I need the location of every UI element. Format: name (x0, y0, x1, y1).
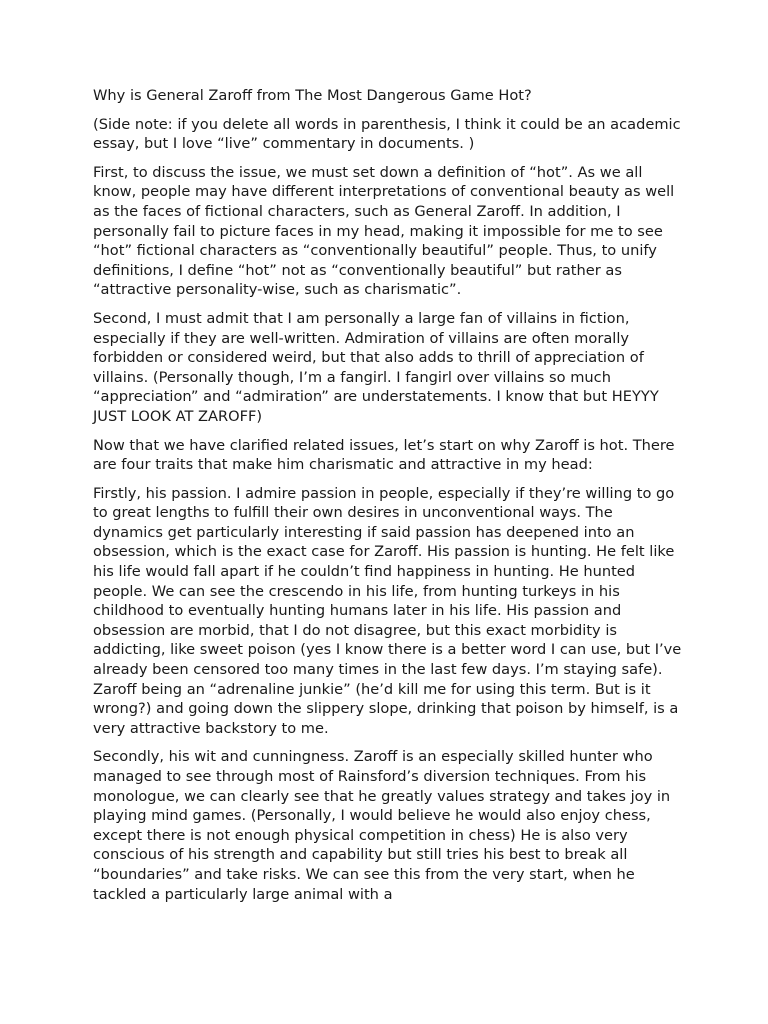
paragraph-villains: Second, I must admit that I am personally a large fan of villains in fiction, especially if they are well-written. Admiration of villains are often morally forbidden or considered weird, but that also adds to thrill of appreciation of villains. (Personally though, I’m a fangirl. I fangirl over villains so much “appreciation” and “admiration” are understatements. I know that but HEYYY JUST LOOK AT ZAROFF) (93, 309, 659, 425)
paragraph-definition: First, to discuss the issue, we must set down a definition of “hot”. As we all know, people may have different interpretations of conventional beauty as well as the faces of fictional characters, such as General Zaroff. In addition, I personally fail to picture faces in my head, making it impossible for me to see “hot” fictional characters as “conventionally beautiful” people. Thus, to unify definitions, I define “hot” not as “conventionally beautiful” but rather as “attractive personality-wise, such as charismatic”. (93, 163, 675, 299)
paragraph-passion: Firstly, his passion. I admire passion in people, especially if they’re willing to go to great lengths to fulfill their own desires in unconventional ways. The dynamics get particularly interesting if said passion has deepened into an obsession, which is the exact case for Zaroff. His passion is hunting. He felt like his life would fall apart if he couldn’t find happiness in hunting. He hunted people. We can see the crescendo in his life, from hunting turkeys in his childhood to eventually hunting humans later in his life. His passion and obsession are morbid, that I do not disagree, but this exact morbidity is addicting, like sweet poison (yes I know there is a better word I can use, but I’ve already been censored too many times in the last few days. I’m staying safe). Zaroff being an “adrenaline junkie” (he’d kill me for using this term. But is it wrong?) and going down the slippery slope, drinking that poison by himself, is a very attractive backstory to me. (93, 484, 682, 737)
paragraph-wit: Secondly, his wit and cunningness. Zaroff is an especially skilled hunter who managed to see through most of Rainsford’s diversion techniques. From his monologue, we can clearly see that he greatly values strategy and takes joy in playing mind games. (Personally, I would believe he would also enjoy chess, except there is not enough physical competition in chess) He is also very conscious of his strength and capability but still tries his best to break all “boundaries” and take risks. We can see this from the very start, when he tackled a particularly large animal with a (93, 748, 671, 903)
paragraph-side-note: (Side note: if you delete all words in parenthesis, I think it could be an academic essay, but I love “live” commentary in documents. ) (93, 115, 681, 153)
document-title: Why is General Zaroff from The Most Dangerous Game Hot? (93, 87, 532, 104)
paragraph-transition: Now that we have clarified related issues, let’s start on why Zaroff is hot. There are four traits that make him charismatic and attractive in my head: (93, 436, 675, 474)
document-page (93, 86, 683, 913)
